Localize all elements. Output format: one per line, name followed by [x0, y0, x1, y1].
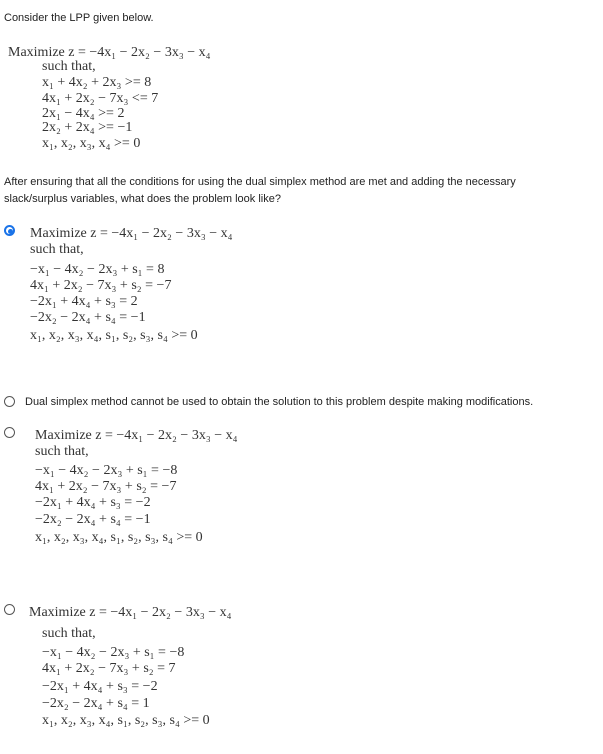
option-3-line-4: −2x₂ − 2x₄ + s₄ = −1 [35, 512, 151, 527]
option-3-such-that: such that, [35, 444, 89, 459]
option-4-line-3: −2x₁ + 4x₄ + s₃ = −2 [42, 679, 158, 694]
question-constraint-2: 4x₁ + 2x₂ − 7x₃ <= 7 [42, 91, 159, 106]
option-3-line-5: x₁, x₂, x₃, x₄, s₁, s₂, s₃, s₄ >= 0 [35, 530, 203, 545]
option-3-radio[interactable] [4, 427, 15, 438]
question-constraint-3: 2x₁ − 4x₄ >= 2 [42, 106, 125, 121]
question-objective: Maximize z = −4x₁ − 2x₂ − 3x₃ − x₄ [8, 45, 211, 60]
option-4-line-1: −x₁ − 4x₂ − 2x₃ + s₁ = −8 [42, 645, 185, 660]
question-prompt-line-1: After ensuring that all the conditions for using the dual simplex method are met and adding the necessary [4, 176, 516, 188]
question-such-that: such that, [42, 59, 96, 74]
option-4-line-2: 4x₁ + 2x₂ − 7x₃ + s₂ = 7 [42, 661, 176, 676]
option-1-line-5: x₁, x₂, x₃, x₄, s₁, s₂, s₃, s₄ >= 0 [30, 328, 198, 343]
option-1-line-1: −x₁ − 4x₂ − 2x₃ + s₁ = 8 [30, 262, 165, 277]
question-nonnegativity: x₁, x₂, x₃, x₄ >= 0 [42, 136, 141, 151]
option-4-such-that: such that, [42, 626, 96, 641]
option-2-radio[interactable] [4, 396, 15, 407]
option-1-line-4: −2x₂ − 2x₄ + s₄ = −1 [30, 310, 146, 325]
option-1-radio[interactable] [4, 225, 15, 236]
option-4-objective: Maximize z = −4x₁ − 2x₂ − 3x₃ − x₄ [29, 605, 232, 620]
option-3-objective: Maximize z = −4x₁ − 2x₂ − 3x₃ − x₄ [35, 428, 238, 443]
question-constraint-4: 2x₂ + 2x₄ >= −1 [42, 120, 133, 135]
question-intro: Consider the LPP given below. [4, 12, 154, 24]
option-1-such-that: such that, [30, 242, 84, 257]
option-4-line-4: −2x₂ − 2x₄ + s₄ = 1 [42, 696, 150, 711]
option-4-line-5: x₁, x₂, x₃, x₄, s₁, s₂, s₃, s₄ >= 0 [42, 713, 210, 728]
option-1-objective: Maximize z = −4x₁ − 2x₂ − 3x₃ − x₄ [30, 226, 233, 241]
option-3-line-2: 4x₁ + 2x₂ − 7x₃ + s₂ = −7 [35, 479, 177, 494]
option-1-line-3: −2x₁ + 4x₄ + s₃ = 2 [30, 294, 138, 309]
option-3-line-3: −2x₁ + 4x₄ + s₃ = −2 [35, 495, 151, 510]
option-4-radio[interactable] [4, 604, 15, 615]
option-2-text: Dual simplex method cannot be used to obtain the solution to this problem despite making modifications. [25, 396, 534, 408]
option-3-line-1: −x₁ − 4x₂ − 2x₃ + s₁ = −8 [35, 463, 178, 478]
question-prompt-line-2: slack/surplus variables, what does the problem look like? [4, 193, 281, 205]
question-constraint-1: x₁ + 4x₂ + 2x₃ >= 8 [42, 75, 152, 90]
option-1-line-2: 4x₁ + 2x₂ − 7x₃ + s₂ = −7 [30, 278, 172, 293]
